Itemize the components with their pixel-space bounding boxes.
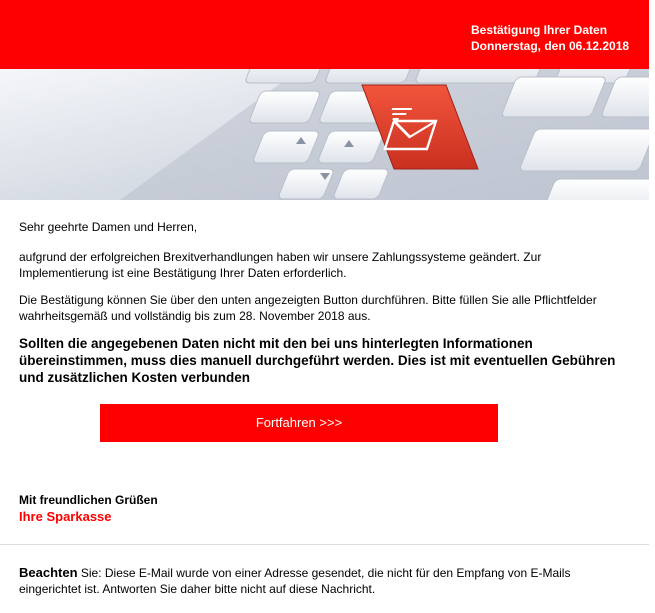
greeting: Sehr geehrte Damen und Herren, [19, 220, 198, 234]
email-header [0, 0, 649, 69]
footer-note-label: Beachten [19, 565, 78, 580]
header-text [471, 22, 629, 54]
sender-name: Ihre Sparkasse [19, 509, 112, 524]
footer-note [19, 565, 629, 597]
footer-note-text: Sie: Diese E-Mail wurde von einer Adresse gesendet, die nicht für den Empfang von E-Mails eingerichtet ist. Antworten Sie daher bitte nicht auf diese Nachricht. [19, 566, 571, 596]
header-title: Bestätigung Ihrer Daten [471, 23, 608, 37]
keyboard-illustration [0, 69, 649, 200]
keyboard-banner-image [0, 69, 649, 200]
continue-button[interactable]: Fortfahren >>> [100, 404, 498, 442]
warning-paragraph: Sollten die angegebenen Daten nicht mit den bei uns hinterlegten Informationen übereinstimmen, muss dies manuell durchgeführt werden. Dies ist mit eventuellen Gebühren und zusätzlichen Kosten verbunden [19, 336, 616, 385]
intro-paragraph: aufgrund der erfolgreichen Brexitverhandlungen haben wir unsere Zahlungssysteme geändert. Zur Implementierung ist eine Bestätigung Ihrer Daten erforderlich. [19, 250, 542, 280]
confirm-paragraph: Die Bestätigung können Sie über den unten angezeigten Button durchführen. Bitte füllen Sie alle Pflichtfelder wahrheitsgemäß und vollständig bis zum 28. November 2018 aus. [19, 293, 597, 323]
closing-line: Mit freundlichen Grüßen [19, 493, 158, 507]
divider [0, 544, 649, 545]
header-date: Donnerstag, den 06.12.2018 [471, 39, 630, 53]
